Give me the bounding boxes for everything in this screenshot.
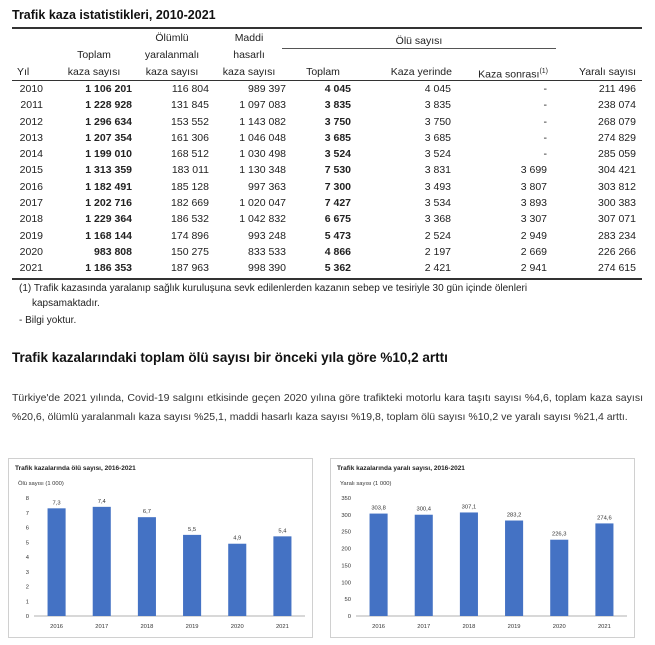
table-row — [12, 212, 642, 228]
cell-kaza-sonrasi: 3 699 — [520, 164, 547, 177]
bar — [48, 508, 66, 616]
cell-toplam-kaza: 1 106 201 — [85, 83, 132, 95]
table-row — [12, 82, 642, 98]
chart-title: Trafik kazalarında yaralı sayısı, 2016-2021 — [337, 465, 465, 472]
section-paragraph: Türkiye'de 2021 yılında, Covid-19 salgını etkisinde geçen 2020 yılına göre trafikteki motorlu kara taşıtı sayısı %4,6, toplam kaza sayısı %20,6, ölümlü yaralanmalı kaza sayısı %25,1, maddi hasarlı kaza sayısı %19,8, toplam ölü sayısı %10,2 ve yaralı sayısı %21,4 arttı. — [12, 392, 643, 423]
cell-kaza-yerinde: 3 685 — [424, 131, 451, 144]
cell-kaza-yerinde: 3 750 — [424, 115, 451, 128]
cell-kaza-sonrasi: - — [543, 99, 547, 112]
table-row — [12, 180, 642, 196]
table-row — [12, 115, 642, 131]
table-row — [12, 163, 642, 179]
cell-olumlu: 161 306 — [171, 131, 209, 144]
bar-value-label: 283,2 — [506, 512, 522, 519]
y-tick-label: 8 — [25, 496, 29, 502]
footnote-1b: kapsamaktadır. — [32, 298, 100, 309]
cell-olu-toplam: 3 524 — [324, 148, 351, 161]
cell-yil: 2018 — [19, 213, 43, 226]
cell-olu-toplam: 7 530 — [324, 164, 351, 177]
cell-kaza-sonrasi: - — [543, 83, 547, 95]
y-tick-label: 6 — [25, 525, 29, 532]
olu-group-rule — [282, 48, 556, 49]
cell-olumlu: 116 804 — [171, 83, 209, 95]
chart-olu-svg — [8, 458, 313, 638]
cell-kaza-yerinde: 2 197 — [424, 245, 451, 258]
cell-kaza-sonrasi: 3 307 — [520, 213, 547, 226]
x-tick-label: 2016 — [50, 624, 64, 630]
cell-yarali: 274 829 — [598, 131, 636, 144]
bar-value-label: 300,4 — [416, 506, 432, 513]
cell-kaza-sonrasi: - — [543, 148, 547, 161]
cell-yarali: 283 234 — [598, 229, 636, 242]
x-tick-label: 2019 — [185, 624, 199, 630]
cell-kaza-sonrasi: 2 941 — [520, 262, 547, 275]
header-toplam-kaza-1: Toplam — [77, 49, 111, 61]
header-olumlu-3: kaza sayısı — [145, 66, 199, 78]
cell-kaza-yerinde: 2 524 — [424, 229, 451, 242]
header-maddi-3: kaza sayısı — [222, 66, 276, 78]
cell-olu-toplam: 4 866 — [324, 245, 351, 258]
bar-value-label: 5,5 — [188, 526, 197, 533]
cell-toplam-kaza: 1 186 353 — [85, 262, 132, 275]
cell-olumlu: 131 845 — [171, 99, 209, 112]
table-row — [12, 131, 642, 147]
cell-yarali: 303 812 — [598, 180, 636, 193]
bar-value-label: 6,7 — [142, 509, 151, 516]
cell-olu-toplam: 6 675 — [324, 213, 351, 226]
x-tick-label: 2018 — [462, 624, 476, 630]
y-tick-label: 3 — [25, 569, 29, 576]
bar — [370, 514, 388, 616]
table-header-rule — [12, 80, 642, 81]
bar-value-label: 226,3 — [551, 531, 567, 538]
y-tick-label: 100 — [341, 580, 351, 587]
cell-maddi: 989 397 — [248, 83, 286, 95]
cell-olumlu: 174 896 — [171, 229, 209, 242]
cell-kaza-yerinde: 3 831 — [424, 164, 451, 177]
bar-value-label: 274,6 — [597, 515, 612, 522]
y-tick-label: 250 — [341, 529, 351, 536]
cell-yarali: 307 071 — [598, 213, 636, 226]
table-row — [12, 196, 642, 212]
header-olumlu-1: Ölümlü — [155, 32, 189, 44]
bar — [228, 544, 246, 616]
bar — [93, 507, 111, 616]
cell-kaza-sonrasi: 2 669 — [520, 245, 547, 258]
cell-olu-toplam: 7 427 — [324, 197, 351, 210]
cell-yil: 2015 — [19, 164, 43, 177]
cell-olumlu: 150 275 — [171, 245, 209, 258]
y-tick-label: 0 — [25, 614, 29, 620]
bar — [273, 536, 291, 616]
bar-value-label: 4,9 — [233, 535, 242, 542]
cell-yil: 2019 — [19, 229, 43, 242]
cell-olumlu: 185 128 — [171, 180, 209, 193]
bar — [550, 540, 568, 616]
y-tick-label: 2 — [25, 584, 29, 591]
x-tick-label: 2021 — [597, 624, 611, 630]
chart-ylabel: Ölü sayısı (1 000) — [18, 481, 64, 487]
cell-yarali: 304 421 — [598, 164, 636, 177]
bar — [415, 515, 433, 616]
cell-olu-toplam: 4 045 — [324, 83, 351, 95]
cell-maddi: 1 020 047 — [239, 197, 286, 210]
y-tick-label: 150 — [341, 563, 351, 570]
cell-yarali: 226 266 — [598, 245, 636, 258]
cell-maddi: 1 030 498 — [239, 148, 286, 161]
cell-kaza-yerinde: 3 835 — [424, 99, 451, 112]
x-tick-label: 2021 — [275, 624, 289, 630]
x-tick-label: 2020 — [230, 624, 244, 630]
cell-toplam-kaza: 1 182 491 — [85, 180, 132, 193]
bar — [183, 535, 201, 616]
x-tick-label: 2017 — [417, 624, 431, 630]
chart-title: Trafik kazalarında ölü sayısı, 2016-2021 — [15, 465, 136, 472]
y-tick-label: 50 — [344, 597, 351, 604]
cell-olumlu: 187 963 — [171, 262, 209, 275]
cell-kaza-yerinde: 3 368 — [424, 213, 451, 226]
cell-maddi: 1 097 083 — [239, 99, 286, 112]
bar — [595, 523, 613, 616]
cell-maddi: 833 533 — [248, 245, 286, 258]
cell-maddi: 1 042 832 — [239, 213, 286, 226]
x-tick-label: 2016 — [372, 624, 386, 630]
bar — [505, 521, 523, 616]
bar-value-label: 307,1 — [461, 504, 477, 511]
cell-toplam-kaza: 1 199 010 — [85, 148, 132, 161]
bar — [138, 517, 156, 616]
chart-yarali-sayisi — [330, 458, 635, 638]
cell-kaza-yerinde: 3 524 — [424, 148, 451, 161]
cell-olu-toplam: 5 473 — [324, 229, 351, 242]
y-tick-label: 5 — [25, 540, 29, 547]
table-bottom-rule — [12, 278, 642, 280]
cell-yarali: 211 496 — [598, 83, 636, 95]
cell-toplam-kaza: 1 296 634 — [85, 115, 132, 128]
cell-kaza-sonrasi: 3 893 — [520, 197, 547, 210]
header-olumlu-2: yaralanmalı — [144, 49, 200, 61]
cell-olu-toplam: 3 685 — [324, 131, 351, 144]
cell-yil: 2017 — [19, 197, 43, 210]
chart-yarali-svg — [330, 458, 635, 638]
table-top-rule — [12, 27, 642, 29]
table-row — [12, 245, 642, 261]
cell-kaza-yerinde: 2 421 — [424, 262, 451, 275]
cell-yil: 2016 — [19, 180, 43, 193]
y-tick-label: 300 — [341, 512, 351, 519]
cell-toplam-kaza: 1 202 716 — [85, 197, 132, 210]
cell-olu-toplam: 3 835 — [324, 99, 351, 112]
cell-olumlu: 186 532 — [171, 213, 209, 226]
cell-kaza-yerinde: 3 534 — [424, 197, 451, 210]
cell-kaza-yerinde: 3 493 — [424, 180, 451, 193]
table-body — [12, 82, 642, 278]
table-title: Trafik kaza istatistikleri, 2010-2021 — [12, 8, 216, 22]
bar-value-label: 303,8 — [371, 505, 386, 512]
cell-toplam-kaza: 1 313 359 — [85, 164, 132, 177]
header-yarali: Yaralı sayısı — [579, 66, 636, 78]
header-maddi-2: hasarlı — [233, 49, 265, 61]
cell-maddi: 1 046 048 — [239, 131, 286, 144]
y-tick-label: 200 — [341, 546, 351, 553]
bar-value-label: 7,4 — [97, 498, 106, 505]
cell-yarali: 268 079 — [598, 115, 636, 128]
cell-kaza-sonrasi: - — [543, 131, 547, 144]
cell-olumlu: 183 011 — [171, 164, 209, 177]
x-tick-label: 2018 — [140, 624, 154, 630]
chart-ylabel: Yaralı sayısı (1 000) — [340, 481, 392, 487]
cell-kaza-sonrasi: 2 949 — [520, 229, 547, 242]
table-row — [12, 229, 642, 245]
cell-yarali: 300 383 — [598, 197, 636, 210]
header-maddi-1: Maddi — [234, 32, 264, 44]
cell-yarali: 285 059 — [598, 148, 636, 161]
cell-toplam-kaza: 1 229 364 — [85, 213, 132, 226]
header-yil: Yıl — [17, 66, 30, 78]
y-tick-label: 350 — [341, 496, 351, 502]
cell-toplam-kaza: 1 207 354 — [85, 131, 132, 144]
x-tick-label: 2020 — [552, 624, 566, 630]
section-heading: Trafik kazalarındaki toplam ölü sayısı bir önceki yıla göre %10,2 arttı — [12, 350, 448, 365]
y-tick-label: 4 — [25, 555, 29, 561]
header-olu-toplam: Toplam — [306, 66, 340, 78]
header-kaza-sonrasi — [456, 66, 548, 81]
chart-olu-sayisi — [8, 458, 313, 638]
cell-maddi: 1 130 348 — [239, 164, 286, 177]
cell-olu-toplam: 7 300 — [324, 180, 351, 193]
cell-toplam-kaza: 1 168 144 — [85, 229, 132, 242]
bar-value-label: 7,3 — [52, 500, 61, 507]
y-tick-label: 7 — [25, 510, 29, 517]
x-tick-label: 2017 — [95, 624, 109, 630]
cell-yarali: 274 615 — [598, 262, 636, 275]
cell-yil: 2014 — [19, 148, 43, 161]
cell-olumlu: 182 669 — [171, 197, 209, 210]
cell-yil: 2010 — [19, 83, 43, 95]
bar — [460, 512, 478, 616]
bar-value-label: 5,4 — [278, 528, 287, 535]
cell-olumlu: 153 552 — [171, 115, 209, 128]
cell-maddi: 993 248 — [248, 229, 286, 242]
x-tick-label: 2019 — [507, 624, 521, 630]
cell-yil: 2011 — [20, 99, 43, 112]
table-row — [12, 261, 642, 277]
footnote-marker: (1) — [539, 68, 548, 75]
header-kaza-sonrasi-label: Kaza sonrası — [478, 68, 540, 81]
table-row — [12, 98, 642, 114]
cell-maddi: 1 143 082 — [239, 115, 286, 128]
cell-yil: 2021 — [19, 262, 43, 275]
cell-kaza-yerinde: 4 045 — [424, 83, 451, 95]
cell-toplam-kaza: 1 228 928 — [85, 99, 132, 112]
y-tick-label: 0 — [347, 614, 351, 620]
footnote-1a: (1) Trafik kazasında yaralanıp sağlık kuruluşuna sevk edilenlerden kazanın sebep ve tesiriyle 30 gün içinde ölenleri — [19, 283, 528, 294]
cell-yarali: 238 074 — [598, 99, 636, 112]
cell-maddi: 997 363 — [248, 180, 286, 193]
header-olu-group: Ölü sayısı — [395, 35, 443, 47]
cell-maddi: 998 390 — [248, 262, 286, 275]
header-toplam-kaza-2: kaza sayısı — [67, 66, 121, 78]
cell-yil: 2012 — [19, 115, 43, 128]
cell-olu-toplam: 5 362 — [324, 262, 351, 275]
cell-olumlu: 168 512 — [171, 148, 209, 161]
cell-olu-toplam: 3 750 — [324, 115, 351, 128]
footnote-2: - Bilgi yoktur. — [19, 315, 77, 326]
y-tick-label: 1 — [25, 599, 29, 606]
cell-toplam-kaza: 983 808 — [94, 245, 132, 258]
table-row — [12, 147, 642, 163]
cell-kaza-sonrasi: 3 807 — [520, 180, 547, 193]
cell-kaza-sonrasi: - — [543, 115, 547, 128]
cell-yil: 2013 — [19, 131, 43, 144]
header-kaza-yerinde: Kaza yerinde — [390, 66, 452, 78]
cell-yil: 2020 — [19, 245, 43, 258]
